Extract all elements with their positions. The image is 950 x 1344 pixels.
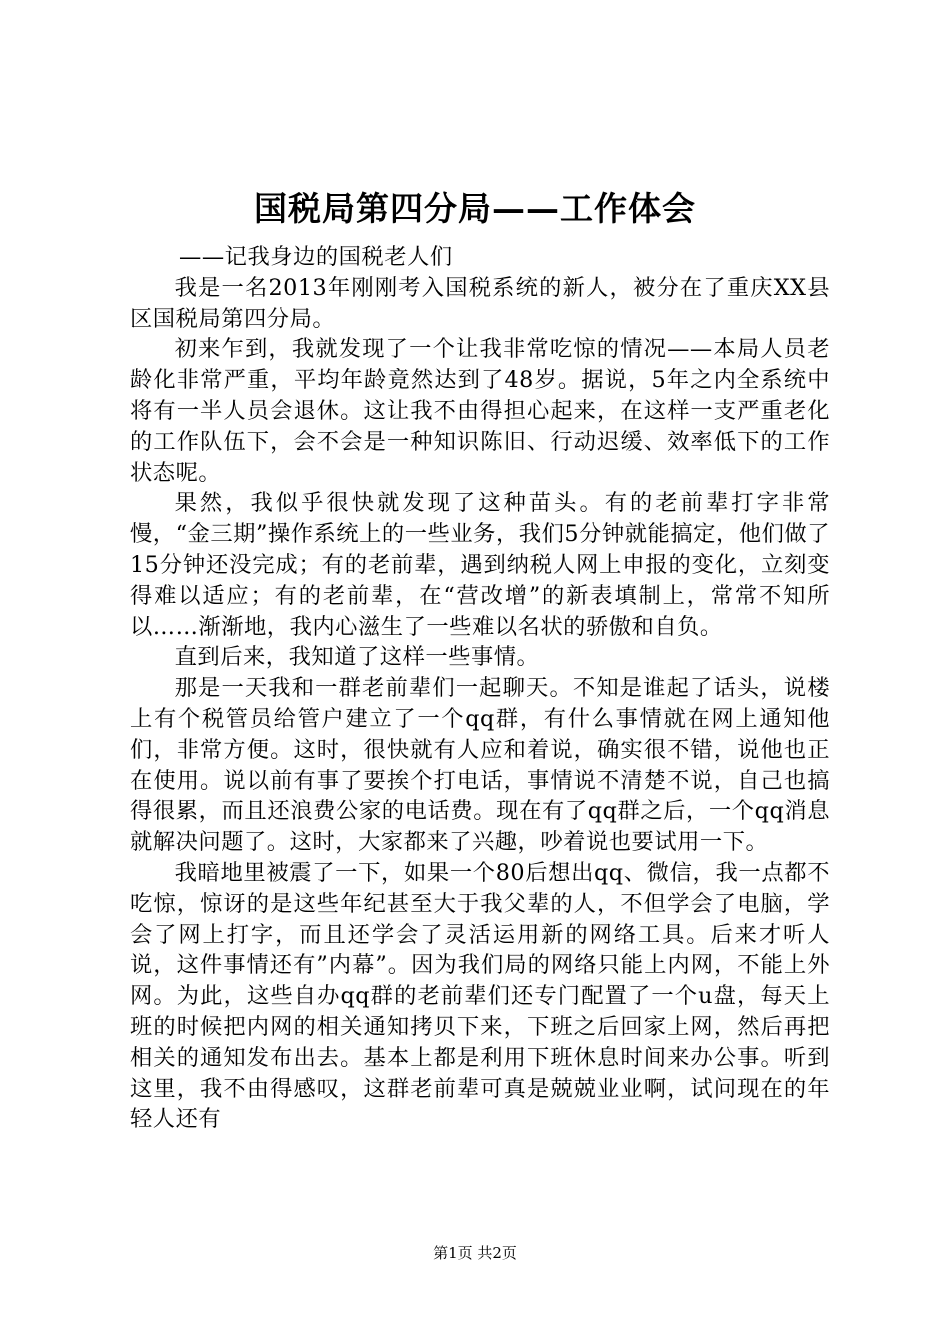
paragraph: 果然，我似乎很快就发现了这种苗头。有的老前辈打字非常慢，“金三期”操作系统上的一些业务，我们5分钟就能搞定，他们做了15分钟还没完成；有的老前辈，遇到纳税人网上申报的变化，立刻变得难以适应；有的老前辈，在“营改增”的新表填制上，常常不知所以……渐渐地，我内心滋生了一些难以名状的骄傲和自负。 <box>130 490 830 640</box>
document-title: 国税局第四分局——工作体会 <box>254 189 696 228</box>
paragraph: 初来乍到，我就发现了一个让我非常吃惊的情况——本局人员老龄化非常严重，平均年龄竟然达到了48岁。据说，5年之内全系统中将有一半人员会退休。这让我不由得担心起来，在这样一支严重老化的工作队伍下，会不会是一种知识陈旧、行动迟缓、效率低下的工作状态呢。 <box>130 336 830 486</box>
document-body <box>130 242 830 1135</box>
paragraph: 我暗地里被震了一下，如果一个80后想出qq、微信，我一点都不吃惊，惊讶的是这些年纪甚至大于我父辈的人，不但学会了电脑，学会了网上打字，而且还学会了灵活运用新的网络工具。后来才听人说，这件事情还有”内幕”。因为我们局的网络只能上内网，不能上外网。为此，这些自办qq群的老前辈们还专门配置了一个u盘，每天上班的时候把内网的相关通知拷贝下来，下班之后回家上网，然后再把相关的通知发布出去。基本上都是利用下班休息时间来办公事。听到这里，我不由得感叹，这群老前辈可真是兢兢业业啊，试问现在的年轻人还有 <box>130 859 830 1133</box>
paragraph: 那是一天我和一群老前辈们一起聊天。不知是谁起了话头，说楼上有个税管员给管户建立了一个qq群，有什么事情就在网上通知他们，非常方便。这时，很快就有人应和着说，确实很不错，说他也正在使用。说以前有事了要挨个打电话，事情说不清楚不说，自己也搞得很累，而且还浪费公家的电话费。现在有了qq群之后，一个qq消息就解决问题了。这时，大家都来了兴趣，吵着说也要试用一下。 <box>130 675 830 856</box>
page-number-footer: 第1页 共2页 <box>433 1244 517 1262</box>
paragraph: 直到后来，我知道了这样一些事情。 <box>174 644 540 671</box>
document-subtitle: ——记我身边的国税老人们 <box>179 244 453 270</box>
paragraph: 我是一名2013年刚刚考入国税系统的新人，被分在了重庆XX县区国税局第四分局。 <box>130 274 830 332</box>
